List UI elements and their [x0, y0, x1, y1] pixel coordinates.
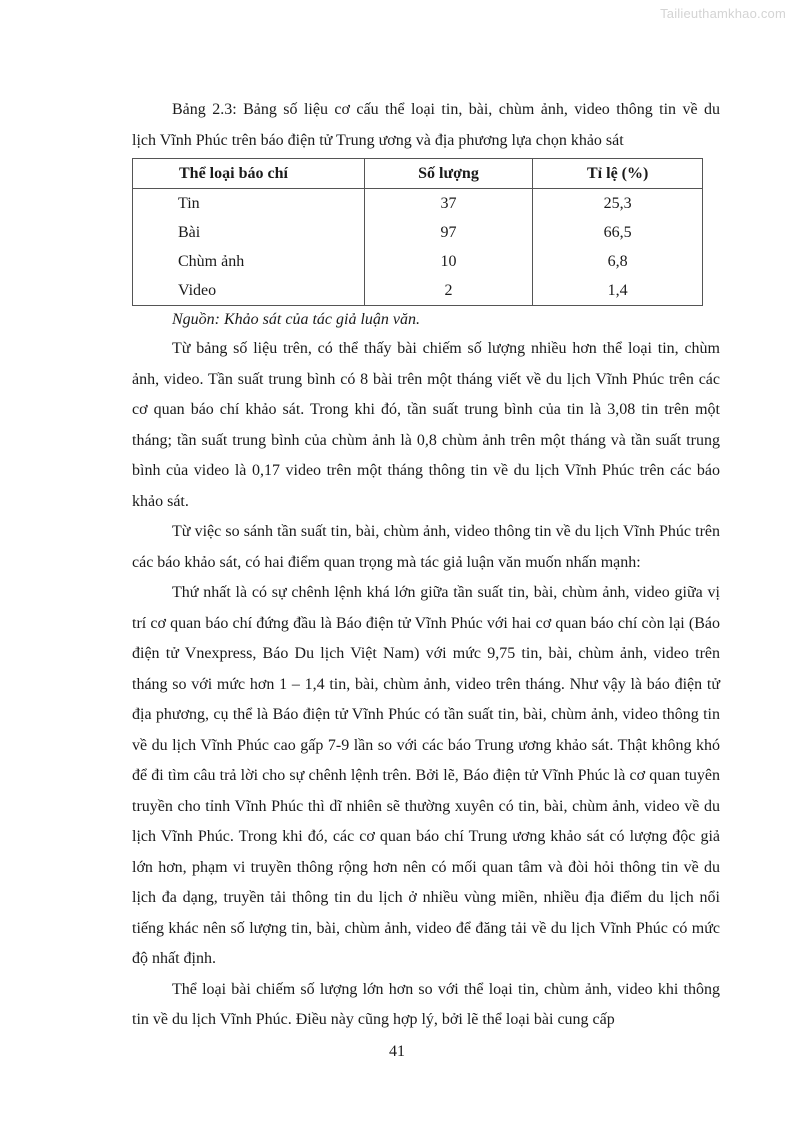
- row-genre: Tin: [133, 189, 365, 219]
- row-count: 10: [364, 247, 533, 276]
- header-genre: Thể loại báo chí: [133, 159, 365, 189]
- table-row: [133, 189, 703, 219]
- watermark-text: Tailieuthamkhao.com: [660, 6, 786, 21]
- row-genre: Video: [133, 276, 365, 306]
- row-percent: 25,3: [533, 189, 703, 219]
- header-percent: Tỉ lệ (%): [533, 159, 703, 189]
- page-content: [132, 95, 720, 1036]
- table-caption-line-1: Bảng 2.3: Bảng số liệu cơ cấu thể loại tin, bài, chùm ảnh, video thông tin về du: [172, 101, 720, 118]
- row-count: 97: [364, 218, 533, 247]
- table-header-row: [133, 159, 703, 189]
- table-row: [133, 218, 703, 247]
- genre-table: [132, 158, 703, 306]
- table-caption: [132, 95, 720, 156]
- table-caption-line-2: lịch Vĩnh Phúc trên báo điện tử Trung ương và địa phương lựa chọn khảo sát: [132, 131, 624, 149]
- page-number: 41: [389, 1043, 405, 1060]
- row-percent: 66,5: [533, 218, 703, 247]
- table-row: [133, 247, 703, 276]
- row-percent: 6,8: [533, 247, 703, 276]
- row-genre: Chùm ảnh: [133, 247, 365, 276]
- row-count: 37: [364, 189, 533, 219]
- row-percent: 1,4: [533, 276, 703, 306]
- row-genre: Bài: [133, 218, 365, 247]
- body-paragraph-2: Từ việc so sánh tần suất tin, bài, chùm ảnh, video thông tin về du lịch Vĩnh Phúc trên các báo khảo sát, có hai điểm quan trọng mà tác giả luận văn muốn nhấn mạnh:: [132, 523, 720, 571]
- body-paragraph-1: Từ bảng số liệu trên, có thể thấy bài chiếm số lượng nhiều hơn thể loại tin, chùm ảnh, video. Tần suất trung bình có 8 bài trên một tháng viết về du lịch Vĩnh Phúc trên các cơ quan báo chí khảo sát. Trong khi đó, tần suất trung bình của tin là 3,08 tin trên một tháng; tần suất trung bình của chùm ảnh là 0,8 chùm ảnh trên một tháng và tần suất trung bình của video là 0,17 video trên một tháng thông tin về du lịch Vĩnh Phúc trên các báo khảo sát.: [132, 340, 720, 510]
- table-source-note: Nguồn: Khảo sát của tác giả luận văn.: [172, 311, 420, 328]
- body-paragraph-3: Thứ nhất là có sự chênh lệnh khá lớn giữa tần suất tin, bài, chùm ảnh, video giữa vị trí cơ quan báo chí đứng đầu là Báo điện tử Vĩnh Phúc với hai cơ quan báo chí còn lại (Báo điện tử Vnexpress, Báo Du lịch Việt Nam) với mức 9,75 tin, bài, chùm ảnh, video trên tháng so với mức hơn 1 – 1,4 tin, bài, chùm ảnh, video trên tháng. Như vậy là báo điện tử địa phương, cụ thể là Báo điện tử Vĩnh Phúc có tần suất tin, bài, chùm ảnh, video thông tin về du lịch Vĩnh Phúc cao gấp 7-9 lần so với các báo Trung ương khảo sát. Thật không khó để đi tìm câu trả lời cho sự chênh lệnh trên. Bởi lẽ, Báo điện tử Vĩnh Phúc là cơ quan tuyên truyền cho tỉnh Vĩnh Phúc thì dĩ nhiên sẽ thường xuyên có tin, bài, chùm ảnh, video về du lịch Vĩnh Phúc. Trong khi đó, các cơ quan báo chí Trung ương khảo sát có lượng độc giả lớn hơn, phạm vi truyền thông rộng hơn nên có mối quan tâm và đòi hỏi thông tin về du lịch đa dạng, truyền tải thông tin du lịch ở nhiều vùng miền, nhiều địa điểm du lịch nổi tiếng khác nên số lượng tin, bài, chùm ảnh, video để đăng tải về du lịch Vĩnh Phúc có mức độ nhất định.: [132, 584, 720, 967]
- body-paragraph-4: Thể loại bài chiếm số lượng lớn hơn so với thể loại tin, chùm ảnh, video khi thông tin về du lịch Vĩnh Phúc. Điều này cũng hợp lý, bởi lẽ thể loại bài cung cấp: [132, 980, 720, 1028]
- table-row: [133, 276, 703, 306]
- row-count: 2: [364, 276, 533, 306]
- header-count: Số lượng: [364, 159, 533, 189]
